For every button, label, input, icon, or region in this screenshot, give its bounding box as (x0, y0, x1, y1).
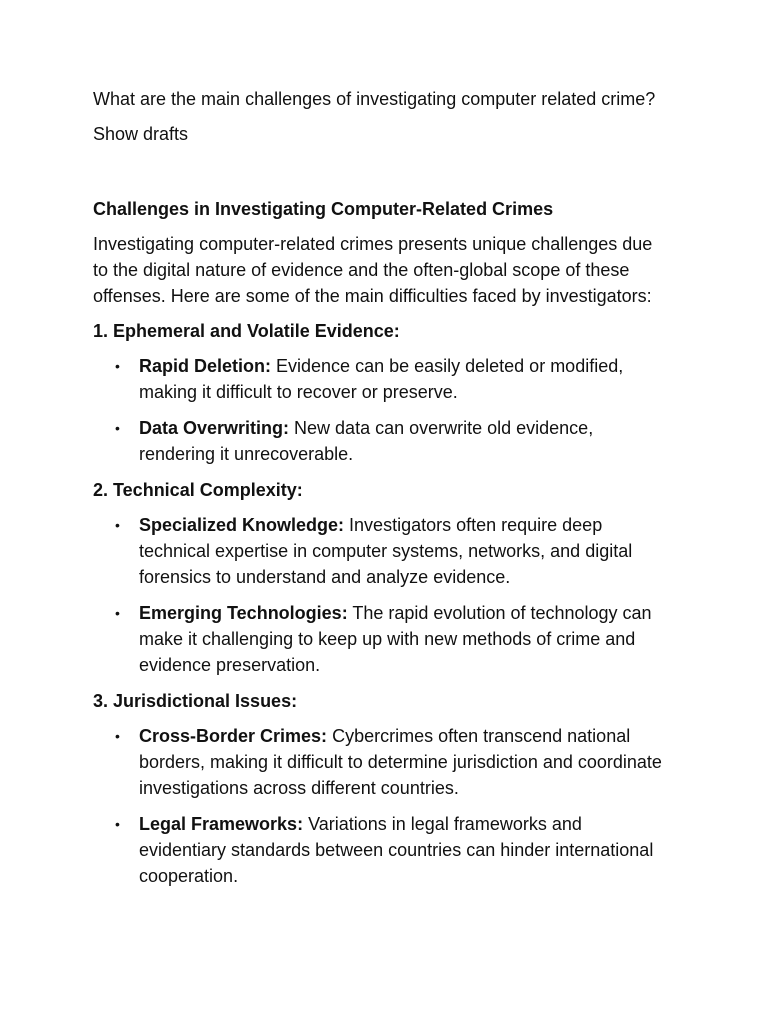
list-item (93, 353, 668, 405)
list-item (93, 600, 668, 678)
bullet-list (93, 512, 668, 678)
item-text: Investigators often require deep technical expertise in computer systems, networks, and digital forensics to understand and analyze evidence. (139, 515, 633, 587)
item-term: Emerging Technologies: (139, 603, 348, 623)
list-item (93, 723, 668, 801)
list-item (93, 811, 668, 889)
bullet-icon: • (115, 816, 120, 832)
section-title: 3. Jurisdictional Issues: (93, 691, 298, 711)
bullet-icon: • (115, 728, 120, 744)
bullet-icon: • (115, 420, 120, 436)
item-text: Variations in legal frameworks and evidentiary standards between countries can hinder international cooperation. (139, 814, 654, 886)
response-intro: Investigating computer-related crimes presents unique challenges due to the digital nature of evidence and the often-global scope of these offenses. Here are some of the main difficulties faced by investigators: (93, 234, 653, 306)
response-heading: Challenges in Investigating Computer-Related Crimes (93, 199, 554, 219)
item-term: Legal Frameworks: (139, 814, 304, 834)
item-text: Cybercrimes often transcend national borders, making it difficult to determine jurisdiction and coordinate investigations across different countries. (139, 726, 662, 798)
bullet-icon: • (115, 358, 120, 374)
user-question: What are the main challenges of investigating computer related crime? (93, 89, 656, 109)
bullet-list (93, 723, 668, 889)
item-text: New data can overwrite old evidence, rendering it unrecoverable. (139, 418, 594, 464)
item-term: Specialized Knowledge: (139, 515, 345, 535)
item-term: Cross-Border Crimes: (139, 726, 328, 746)
item-term: Rapid Deletion: (139, 356, 272, 376)
item-text: Evidence can be easily deleted or modified, making it difficult to recover or preserve. (139, 356, 624, 402)
show-drafts-button[interactable]: Show drafts (93, 124, 189, 144)
item-term: Data Overwriting: (139, 418, 290, 438)
section-title: 2. Technical Complexity: (93, 480, 303, 500)
section-title: 1. Ephemeral and Volatile Evidence: (93, 321, 400, 341)
item-text: The rapid evolution of technology can make it challenging to keep up with new methods of crime and evidence preservation. (139, 603, 652, 675)
bullet-list (93, 353, 668, 467)
list-item (93, 415, 668, 467)
bullet-icon: • (115, 517, 120, 533)
bullet-icon: • (115, 605, 120, 621)
list-item (93, 512, 668, 590)
